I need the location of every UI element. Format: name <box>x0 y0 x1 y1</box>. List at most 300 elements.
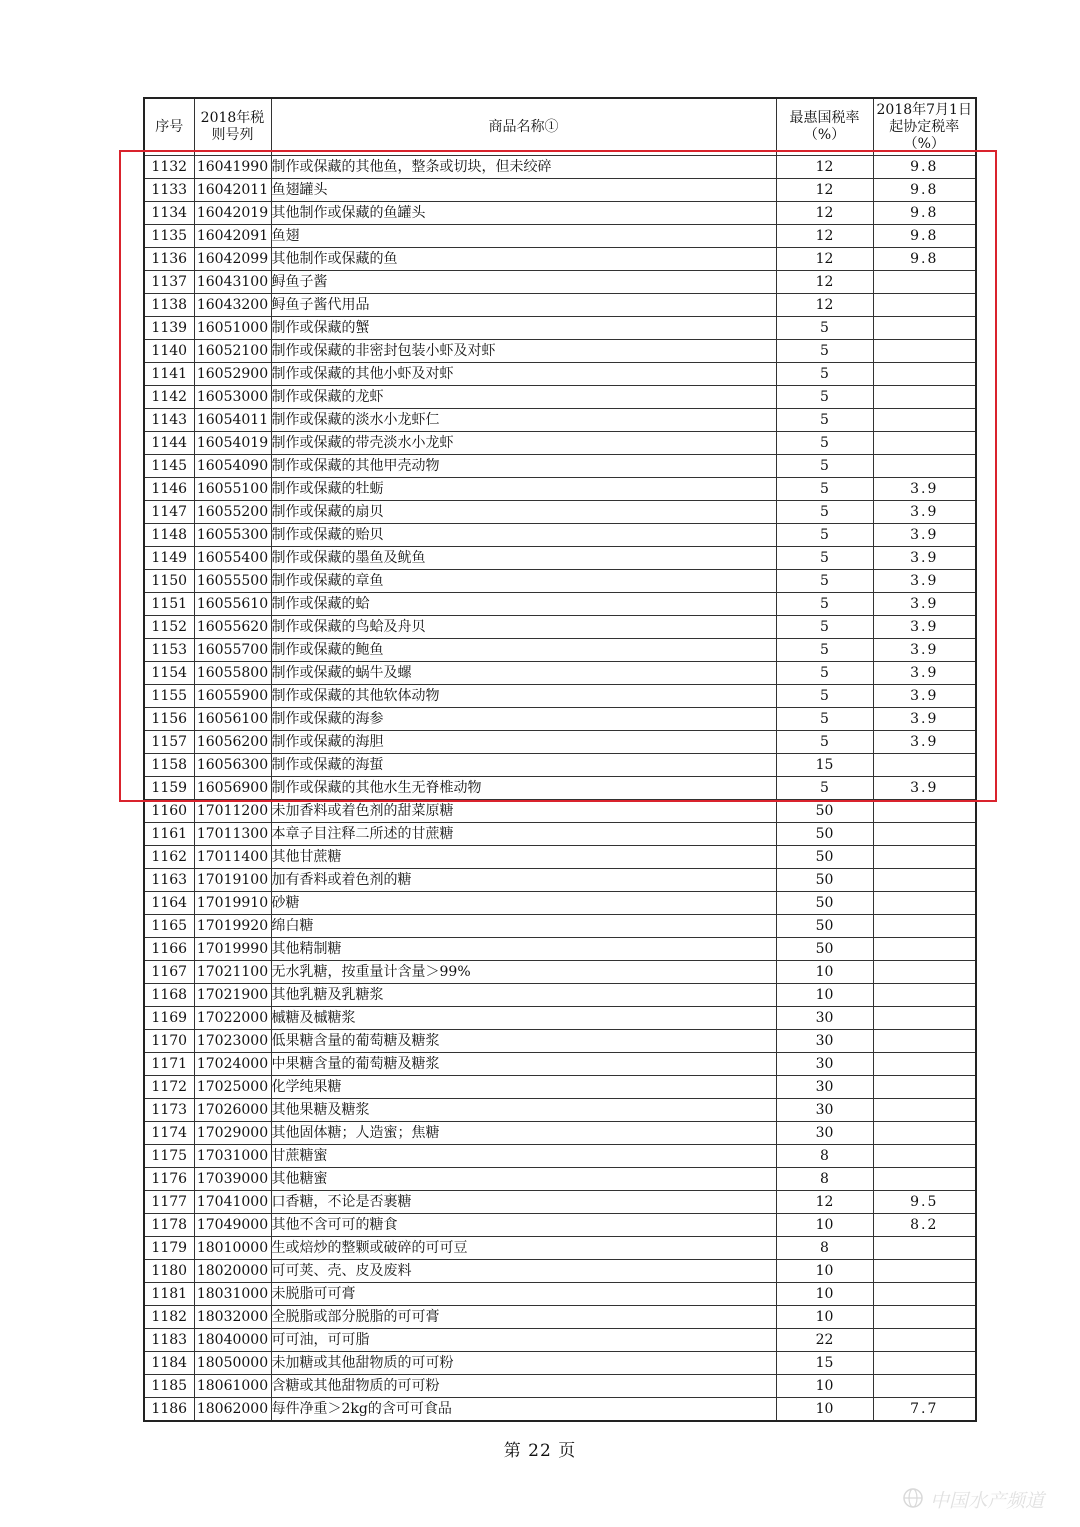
row-conventional-rate <box>873 1122 976 1145</box>
row-tariff-code: 17026000 <box>194 1099 271 1122</box>
row-mfn-rate: 5 <box>776 685 873 708</box>
row-seq: 1132 <box>144 156 194 179</box>
row-mfn-rate: 30 <box>776 1053 873 1076</box>
row-mfn-rate: 5 <box>776 547 873 570</box>
row-mfn-rate: 5 <box>776 317 873 340</box>
table-row <box>144 616 976 639</box>
table-row <box>144 386 976 409</box>
row-tariff-code: 16055700 <box>194 639 271 662</box>
row-tariff-code: 17019100 <box>194 869 271 892</box>
row-seq: 1185 <box>144 1375 194 1398</box>
row-product-name: 制作或保藏的其他鱼，整条或切块，但未绞碎 <box>271 156 776 179</box>
row-tariff-code: 17025000 <box>194 1076 271 1099</box>
row-mfn-rate: 50 <box>776 915 873 938</box>
row-conventional-rate <box>873 363 976 386</box>
row-product-name: 制作或保藏的墨鱼及鱿鱼 <box>271 547 776 570</box>
row-tariff-code: 16056300 <box>194 754 271 777</box>
row-product-name: 其他糖蜜 <box>271 1168 776 1191</box>
row-product-name: 其他不含可可的糖食 <box>271 1214 776 1237</box>
row-conventional-rate <box>873 340 976 363</box>
row-seq: 1140 <box>144 340 194 363</box>
table-header-row <box>144 98 976 156</box>
table-row <box>144 271 976 294</box>
row-product-name: 生或焙炒的整颗或破碎的可可豆 <box>271 1237 776 1260</box>
table-row <box>144 363 976 386</box>
row-conventional-rate <box>873 432 976 455</box>
header-tariff-code: 2018年税则号列 <box>194 98 271 156</box>
row-seq: 1145 <box>144 455 194 478</box>
row-product-name: 其他制作或保藏的鱼 <box>271 248 776 271</box>
row-seq: 1149 <box>144 547 194 570</box>
row-tariff-code: 18020000 <box>194 1260 271 1283</box>
row-mfn-rate: 5 <box>776 363 873 386</box>
table-row <box>144 1168 976 1191</box>
row-tariff-code: 16054090 <box>194 455 271 478</box>
table-row <box>144 777 976 800</box>
row-conventional-rate <box>873 271 976 294</box>
row-conventional-rate <box>873 317 976 340</box>
table-row <box>144 938 976 961</box>
row-seq: 1156 <box>144 708 194 731</box>
row-conventional-rate <box>873 869 976 892</box>
row-seq: 1148 <box>144 524 194 547</box>
table-row <box>144 984 976 1007</box>
row-product-name: 中果糖含量的葡萄糖及糖浆 <box>271 1053 776 1076</box>
row-product-name: 制作或保藏的海蜇 <box>271 754 776 777</box>
table-row <box>144 1099 976 1122</box>
row-product-name: 口香糖，不论是否裹糖 <box>271 1191 776 1214</box>
row-product-name: 制作或保藏的蛤 <box>271 593 776 616</box>
row-tariff-code: 16055300 <box>194 524 271 547</box>
row-tariff-code: 17021900 <box>194 984 271 1007</box>
row-conventional-rate <box>873 1237 976 1260</box>
row-seq: 1146 <box>144 478 194 501</box>
row-conventional-rate <box>873 754 976 777</box>
row-conventional-rate: 3.9 <box>873 685 976 708</box>
row-mfn-rate: 12 <box>776 156 873 179</box>
row-mfn-rate: 50 <box>776 869 873 892</box>
table-row <box>144 478 976 501</box>
row-seq: 1186 <box>144 1398 194 1422</box>
table-row <box>144 1283 976 1306</box>
row-conventional-rate: 9.8 <box>873 156 976 179</box>
row-tariff-code: 16052900 <box>194 363 271 386</box>
table-row <box>144 1237 976 1260</box>
row-conventional-rate <box>873 386 976 409</box>
row-tariff-code: 17031000 <box>194 1145 271 1168</box>
row-product-name: 未加香料或着色剂的甜菜原糖 <box>271 800 776 823</box>
row-conventional-rate: 3.9 <box>873 616 976 639</box>
row-tariff-code: 16053000 <box>194 386 271 409</box>
row-seq: 1158 <box>144 754 194 777</box>
row-tariff-code: 17011300 <box>194 823 271 846</box>
row-conventional-rate <box>873 1375 976 1398</box>
row-product-name: 其他甘蔗糖 <box>271 846 776 869</box>
row-seq: 1133 <box>144 179 194 202</box>
row-seq: 1137 <box>144 271 194 294</box>
table-row <box>144 156 976 179</box>
row-mfn-rate: 8 <box>776 1168 873 1191</box>
row-product-name: 鲟鱼子酱代用品 <box>271 294 776 317</box>
row-mfn-rate: 5 <box>776 340 873 363</box>
table-row <box>144 639 976 662</box>
row-mfn-rate: 12 <box>776 294 873 317</box>
row-seq: 1141 <box>144 363 194 386</box>
row-product-name: 其他果糖及糖浆 <box>271 1099 776 1122</box>
table-row <box>144 179 976 202</box>
table-row <box>144 1352 976 1375</box>
row-mfn-rate: 12 <box>776 248 873 271</box>
row-mfn-rate: 10 <box>776 1283 873 1306</box>
row-tariff-code: 18031000 <box>194 1283 271 1306</box>
row-product-name: 每件净重＞2kg的含可可食品 <box>271 1398 776 1422</box>
row-conventional-rate: 3.9 <box>873 731 976 754</box>
row-conventional-rate <box>873 1329 976 1352</box>
row-mfn-rate: 50 <box>776 823 873 846</box>
row-mfn-rate: 5 <box>776 455 873 478</box>
row-mfn-rate: 5 <box>776 409 873 432</box>
row-tariff-code: 16042019 <box>194 202 271 225</box>
row-tariff-code: 16055610 <box>194 593 271 616</box>
row-product-name: 制作或保藏的贻贝 <box>271 524 776 547</box>
row-seq: 1184 <box>144 1352 194 1375</box>
row-mfn-rate: 10 <box>776 961 873 984</box>
row-seq: 1171 <box>144 1053 194 1076</box>
row-product-name: 制作或保藏的非密封包装小虾及对虾 <box>271 340 776 363</box>
row-product-name: 可可油，可可脂 <box>271 1329 776 1352</box>
row-conventional-rate <box>873 1145 976 1168</box>
row-seq: 1167 <box>144 961 194 984</box>
row-seq: 1161 <box>144 823 194 846</box>
row-product-name: 制作或保藏的牡蛎 <box>271 478 776 501</box>
table-row <box>144 1398 976 1422</box>
table-row <box>144 1214 976 1237</box>
table-row <box>144 708 976 731</box>
row-seq: 1169 <box>144 1007 194 1030</box>
table-row <box>144 846 976 869</box>
row-conventional-rate <box>873 1260 976 1283</box>
row-mfn-rate: 5 <box>776 501 873 524</box>
row-tariff-code: 16056200 <box>194 731 271 754</box>
row-tariff-code: 16055200 <box>194 501 271 524</box>
row-seq: 1147 <box>144 501 194 524</box>
row-mfn-rate: 15 <box>776 1352 873 1375</box>
row-mfn-rate: 5 <box>776 386 873 409</box>
row-tariff-code: 16042099 <box>194 248 271 271</box>
row-product-name: 化学纯果糖 <box>271 1076 776 1099</box>
row-mfn-rate: 10 <box>776 1214 873 1237</box>
row-conventional-rate <box>873 1030 976 1053</box>
row-mfn-rate: 5 <box>776 777 873 800</box>
table-row <box>144 662 976 685</box>
row-conventional-rate <box>873 915 976 938</box>
row-conventional-rate: 8.2 <box>873 1214 976 1237</box>
table-row <box>144 570 976 593</box>
row-product-name: 鱼翅 <box>271 225 776 248</box>
row-conventional-rate <box>873 1352 976 1375</box>
row-mfn-rate: 12 <box>776 179 873 202</box>
row-product-name: 本章子目注释二所述的甘蔗糖 <box>271 823 776 846</box>
row-product-name: 其他精制糖 <box>271 938 776 961</box>
table-row <box>144 501 976 524</box>
row-mfn-rate: 5 <box>776 478 873 501</box>
row-mfn-rate: 30 <box>776 1122 873 1145</box>
row-mfn-rate: 5 <box>776 524 873 547</box>
row-tariff-code: 16041990 <box>194 156 271 179</box>
row-product-name: 制作或保藏的其他甲壳动物 <box>271 455 776 478</box>
row-tariff-code: 16056900 <box>194 777 271 800</box>
row-tariff-code: 16052100 <box>194 340 271 363</box>
row-seq: 1179 <box>144 1237 194 1260</box>
row-seq: 1136 <box>144 248 194 271</box>
row-seq: 1177 <box>144 1191 194 1214</box>
table-row <box>144 593 976 616</box>
row-seq: 1178 <box>144 1214 194 1237</box>
row-tariff-code: 16055620 <box>194 616 271 639</box>
table-body <box>144 156 976 1422</box>
row-seq: 1152 <box>144 616 194 639</box>
table-row <box>144 1306 976 1329</box>
row-product-name: 制作或保藏的淡水小龙虾仁 <box>271 409 776 432</box>
row-seq: 1157 <box>144 731 194 754</box>
row-seq: 1160 <box>144 800 194 823</box>
row-conventional-rate: 3.9 <box>873 639 976 662</box>
row-seq: 1159 <box>144 777 194 800</box>
row-conventional-rate: 3.9 <box>873 501 976 524</box>
row-product-name: 制作或保藏的扇贝 <box>271 501 776 524</box>
row-tariff-code: 16054019 <box>194 432 271 455</box>
row-conventional-rate <box>873 846 976 869</box>
row-conventional-rate: 3.9 <box>873 570 976 593</box>
row-tariff-code: 18050000 <box>194 1352 271 1375</box>
row-product-name: 制作或保藏的蟹 <box>271 317 776 340</box>
row-seq: 1172 <box>144 1076 194 1099</box>
row-mfn-rate: 12 <box>776 202 873 225</box>
row-product-name: 未脱脂可可膏 <box>271 1283 776 1306</box>
table-row <box>144 524 976 547</box>
row-tariff-code: 17021100 <box>194 961 271 984</box>
row-mfn-rate: 50 <box>776 800 873 823</box>
row-mfn-rate: 50 <box>776 846 873 869</box>
row-tariff-code: 17019990 <box>194 938 271 961</box>
row-product-name: 槭糖及槭糖浆 <box>271 1007 776 1030</box>
header-seq: 序号 <box>144 98 194 156</box>
row-seq: 1144 <box>144 432 194 455</box>
row-seq: 1143 <box>144 409 194 432</box>
row-tariff-code: 18061000 <box>194 1375 271 1398</box>
row-product-name: 含糖或其他甜物质的可可粉 <box>271 1375 776 1398</box>
table-row <box>144 1007 976 1030</box>
row-product-name: 未加糖或其他甜物质的可可粉 <box>271 1352 776 1375</box>
row-seq: 1182 <box>144 1306 194 1329</box>
table-row <box>144 1329 976 1352</box>
row-seq: 1150 <box>144 570 194 593</box>
row-mfn-rate: 30 <box>776 1099 873 1122</box>
row-mfn-rate: 15 <box>776 754 873 777</box>
table-row <box>144 225 976 248</box>
row-seq: 1173 <box>144 1099 194 1122</box>
row-tariff-code: 17039000 <box>194 1168 271 1191</box>
row-conventional-rate <box>873 1076 976 1099</box>
table-row <box>144 1375 976 1398</box>
row-mfn-rate: 10 <box>776 1375 873 1398</box>
row-conventional-rate <box>873 984 976 1007</box>
row-mfn-rate: 22 <box>776 1329 873 1352</box>
row-conventional-rate: 7.7 <box>873 1398 976 1422</box>
row-mfn-rate: 5 <box>776 616 873 639</box>
row-product-name: 制作或保藏的蜗牛及螺 <box>271 662 776 685</box>
row-mfn-rate: 5 <box>776 639 873 662</box>
row-product-name: 制作或保藏的鸟蛤及舟贝 <box>271 616 776 639</box>
table-row <box>144 432 976 455</box>
row-tariff-code: 16042091 <box>194 225 271 248</box>
row-conventional-rate <box>873 1053 976 1076</box>
row-seq: 1135 <box>144 225 194 248</box>
row-product-name: 砂糖 <box>271 892 776 915</box>
row-product-name: 无水乳糖，按重量计含量＞99% <box>271 961 776 984</box>
row-seq: 1138 <box>144 294 194 317</box>
row-mfn-rate: 5 <box>776 593 873 616</box>
table-row <box>144 869 976 892</box>
row-seq: 1163 <box>144 869 194 892</box>
header-mfn-rate: 最惠国税率（%） <box>776 98 873 156</box>
row-product-name: 低果糖含量的葡萄糖及糖浆 <box>271 1030 776 1053</box>
table-row <box>144 340 976 363</box>
header-conventional-rate: 2018年7月1日起协定税率（%） <box>873 98 976 156</box>
row-mfn-rate: 10 <box>776 984 873 1007</box>
row-tariff-code: 18040000 <box>194 1329 271 1352</box>
row-mfn-rate: 30 <box>776 1030 873 1053</box>
row-conventional-rate: 3.9 <box>873 708 976 731</box>
table-row <box>144 1145 976 1168</box>
row-product-name: 制作或保藏的其他软体动物 <box>271 685 776 708</box>
row-product-name: 制作或保藏的其他小虾及对虾 <box>271 363 776 386</box>
table-row <box>144 1260 976 1283</box>
row-mfn-rate: 8 <box>776 1145 873 1168</box>
row-conventional-rate: 3.9 <box>873 593 976 616</box>
table-row <box>144 1122 976 1145</box>
row-seq: 1181 <box>144 1283 194 1306</box>
row-product-name: 全脱脂或部分脱脂的可可膏 <box>271 1306 776 1329</box>
row-seq: 1168 <box>144 984 194 1007</box>
row-tariff-code: 17023000 <box>194 1030 271 1053</box>
row-conventional-rate: 3.9 <box>873 777 976 800</box>
table-row <box>144 800 976 823</box>
row-product-name: 绵白糖 <box>271 915 776 938</box>
row-seq: 1183 <box>144 1329 194 1352</box>
row-tariff-code: 16055800 <box>194 662 271 685</box>
row-conventional-rate <box>873 892 976 915</box>
table-row <box>144 731 976 754</box>
table-row <box>144 823 976 846</box>
row-seq: 1170 <box>144 1030 194 1053</box>
table-row <box>144 892 976 915</box>
page-number: 第 22 页 <box>503 1441 577 1461</box>
row-product-name: 制作或保藏的章鱼 <box>271 570 776 593</box>
row-tariff-code: 16042011 <box>194 179 271 202</box>
row-mfn-rate: 50 <box>776 938 873 961</box>
row-conventional-rate <box>873 823 976 846</box>
row-conventional-rate <box>873 294 976 317</box>
row-tariff-code: 17019920 <box>194 915 271 938</box>
row-tariff-code: 17019910 <box>194 892 271 915</box>
row-conventional-rate <box>873 1306 976 1329</box>
row-tariff-code: 17049000 <box>194 1214 271 1237</box>
row-product-name: 制作或保藏的其他水生无脊椎动物 <box>271 777 776 800</box>
table-row <box>144 754 976 777</box>
row-seq: 1155 <box>144 685 194 708</box>
row-seq: 1134 <box>144 202 194 225</box>
row-product-name: 加有香料或着色剂的糖 <box>271 869 776 892</box>
row-tariff-code: 18062000 <box>194 1398 271 1422</box>
table-row <box>144 685 976 708</box>
row-tariff-code: 16055400 <box>194 547 271 570</box>
row-product-name: 制作或保藏的海参 <box>271 708 776 731</box>
header-product-name: 商品名称① <box>271 98 776 156</box>
row-tariff-code: 16054011 <box>194 409 271 432</box>
row-conventional-rate <box>873 1283 976 1306</box>
row-seq: 1175 <box>144 1145 194 1168</box>
row-product-name: 其他固体糖；人造蜜；焦糖 <box>271 1122 776 1145</box>
row-seq: 1164 <box>144 892 194 915</box>
watermark-text: 中国水产频道 <box>929 1490 1044 1512</box>
row-mfn-rate: 30 <box>776 1007 873 1030</box>
row-seq: 1154 <box>144 662 194 685</box>
row-product-name: 制作或保藏的海胆 <box>271 731 776 754</box>
row-conventional-rate <box>873 1007 976 1030</box>
row-product-name: 可可荚、壳、皮及废料 <box>271 1260 776 1283</box>
row-product-name: 制作或保藏的鲍鱼 <box>271 639 776 662</box>
row-tariff-code: 18032000 <box>194 1306 271 1329</box>
row-mfn-rate: 5 <box>776 570 873 593</box>
watermark <box>902 1486 1044 1513</box>
row-conventional-rate: 3.9 <box>873 662 976 685</box>
row-product-name: 甘蔗糖蜜 <box>271 1145 776 1168</box>
row-mfn-rate: 10 <box>776 1398 873 1422</box>
tariff-table <box>143 97 977 1422</box>
row-seq: 1151 <box>144 593 194 616</box>
row-mfn-rate: 12 <box>776 1191 873 1214</box>
row-conventional-rate <box>873 800 976 823</box>
row-conventional-rate: 9.8 <box>873 179 976 202</box>
row-mfn-rate: 12 <box>776 225 873 248</box>
row-conventional-rate <box>873 409 976 432</box>
table-row <box>144 294 976 317</box>
row-tariff-code: 16043100 <box>194 271 271 294</box>
row-tariff-code: 17024000 <box>194 1053 271 1076</box>
row-mfn-rate: 50 <box>776 892 873 915</box>
table-row <box>144 409 976 432</box>
table-row <box>144 202 976 225</box>
row-tariff-code: 16043200 <box>194 294 271 317</box>
row-conventional-rate: 9.5 <box>873 1191 976 1214</box>
row-mfn-rate: 8 <box>776 1237 873 1260</box>
row-conventional-rate <box>873 455 976 478</box>
row-seq: 1174 <box>144 1122 194 1145</box>
row-conventional-rate: 3.9 <box>873 547 976 570</box>
row-product-name: 其他乳糖及乳糖浆 <box>271 984 776 1007</box>
row-tariff-code: 17022000 <box>194 1007 271 1030</box>
row-product-name: 鱼翅罐头 <box>271 179 776 202</box>
row-product-name: 制作或保藏的带壳淡水小龙虾 <box>271 432 776 455</box>
table-row <box>144 455 976 478</box>
row-seq: 1180 <box>144 1260 194 1283</box>
row-seq: 1153 <box>144 639 194 662</box>
row-conventional-rate <box>873 961 976 984</box>
table-row <box>144 547 976 570</box>
row-conventional-rate: 9.8 <box>873 202 976 225</box>
row-seq: 1165 <box>144 915 194 938</box>
